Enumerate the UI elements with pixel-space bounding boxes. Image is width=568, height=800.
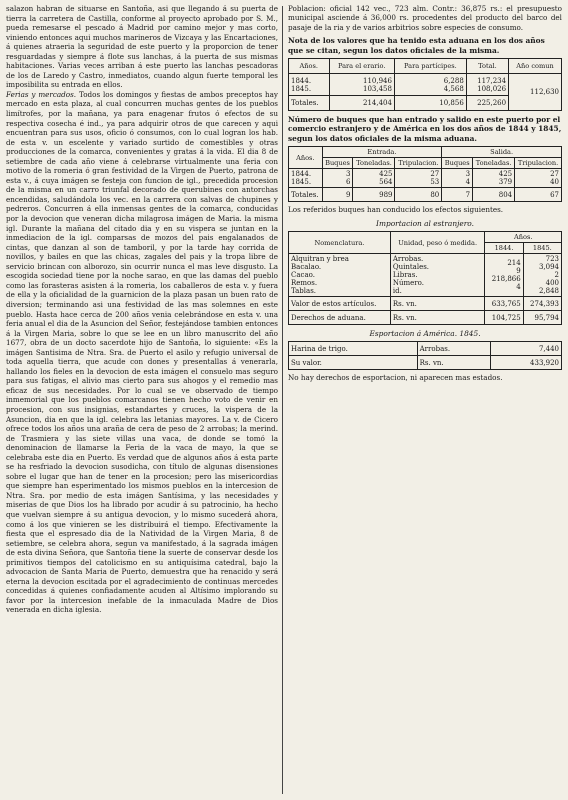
cell-salida-toneladas: 425 379 xyxy=(473,169,515,188)
table-header-row xyxy=(289,147,562,158)
cell-entrada-buques: 3 6 xyxy=(322,169,353,188)
table-row xyxy=(289,342,562,356)
intro-paragraph: salazon habran de situarse en Santoña, asi que llegando á su puerta de tierra la carretera de Castilla, conforme al proyecto aprobado por S. M., pueda remesarse el pescado á Madrid por camino mejor y mas corto, viniendo entonces aqui muchos marineros de Vizcaya y las Encartaciones, á quienes atraeria la seguridad de este puerto y la proporcion de tener resguardadas y siempre á flote sus lanchas, á la puerta de sus mismas habitaciones. Varias veces arriban á este puerto las lanchas pescadoras de los de Laredo y Castro, inmediatos, cuando algun fuerte temporal les imposibilita su entrada en ellos. xyxy=(6,4,278,90)
table-row xyxy=(289,74,562,96)
poblacion-header: Poblacion: oficial 142 vec., 723 alm. Contr.: 36,875 rs.: el presupuesto municipal asciende á 36,000 rs. procedentes del producto del barco del pasaje de la ria y de varios arbitrios sobre especies de consumo. xyxy=(288,4,562,32)
table-header-row xyxy=(289,59,562,74)
totals-salida-tripulacion: 67 xyxy=(515,188,562,202)
esportacion-title: Esportacion á América. 1845. xyxy=(369,329,481,339)
cell-entrada-toneladas: 425 564 xyxy=(353,169,395,188)
buques-caption: Número de buques que han entrado y salido en este puerto por el comercio estranjero y de América en los dos años de 1844 y 1845, segun los datos oficiales de la misma aduana. xyxy=(288,115,562,143)
cell-erario: 110,946 103,458 xyxy=(329,74,394,96)
totals-total: 225,260 xyxy=(466,96,508,111)
totals-label: Totales. xyxy=(289,188,323,202)
th-entrada-tripulacion: Tripulacion. xyxy=(395,158,442,169)
table-row xyxy=(289,254,562,297)
cell-participes: 6,288 4,568 xyxy=(394,74,466,96)
table-row xyxy=(289,169,562,188)
th-participes: Para partícipes. xyxy=(394,59,466,74)
column-divider xyxy=(282,6,283,794)
export-label: Harina de trigo. xyxy=(289,342,418,356)
left-column xyxy=(6,4,278,615)
th-erario: Para el erario. xyxy=(329,59,394,74)
totals-erario: 214,404 xyxy=(329,96,394,111)
esportacion-table xyxy=(288,341,562,370)
th-nomenclatura: Nomenclatura. xyxy=(289,232,391,254)
export-unit: Rs. vn. xyxy=(417,356,491,370)
th-salida-tripulacion: Tripulacion. xyxy=(515,158,562,169)
totals-entrada-toneladas: 989 xyxy=(353,188,395,202)
totals-salida-toneladas: 804 xyxy=(473,188,515,202)
derechos-label: Derechos de aduana. xyxy=(289,311,391,325)
export-value: 433,920 xyxy=(491,356,562,370)
ferias-section-title: Ferias y mercados. xyxy=(6,89,77,99)
th-1845: 1845. xyxy=(523,243,561,254)
derechos-row xyxy=(289,311,562,325)
th-anos: Años. xyxy=(289,59,330,74)
valor-label: Valor de estos artículos. xyxy=(289,297,391,311)
table-subheader-row xyxy=(289,158,562,169)
cell-salida-tripulacion: 27 40 xyxy=(515,169,562,188)
valor-row xyxy=(289,297,562,311)
derechos-1845: 95,794 xyxy=(523,311,561,325)
th-salida: Salida. xyxy=(442,147,562,158)
aduana-values-table xyxy=(288,58,562,111)
buques-table xyxy=(288,146,562,202)
th-anos: Años. xyxy=(289,147,323,169)
cell-salida-buques: 3 4 xyxy=(442,169,473,188)
cell-years: 1844. 1845. xyxy=(289,169,323,188)
cell-values-1845: 723 3,094 2 400 2,848 xyxy=(523,254,561,297)
th-unidad: Unidad, peso ó medida. xyxy=(390,232,485,254)
totals-participes: 10,856 xyxy=(394,96,466,111)
cell-units: Arrobas. Quintales. Libras. Número. id. xyxy=(390,254,485,297)
totals-label: Totales. xyxy=(289,96,330,111)
th-entrada-toneladas: Toneladas. xyxy=(353,158,395,169)
aduana-values-caption: Nota de los valores que ha tenido esta aduana en los dos años que se citan, segun los datos oficiales de la misma. xyxy=(288,36,545,55)
export-value: 7,440 xyxy=(491,342,562,356)
cell-entrada-tripulacion: 27 53 xyxy=(395,169,442,188)
th-entrada-buques: Buques xyxy=(322,158,353,169)
th-salida-buques: Buques xyxy=(442,158,473,169)
ferias-body: Todos los domingos y fiestas de ambos preceptos hay mercado en esta plaza, al cual concurren muchas gentes de los pueblos limítrofes, por la mañana, ya para enagenar frutos ó efectos de su respectiva cosecha é ind., ya para adquirir otros de que carecen y aqui encuentran para sus usos, oficio ó consumos, con lo cual logran los hab. de esta v. un escelente y variado surtido de comestibles y otras producciones de la comarca, convenientes y gratas á la vida. El dia 8 de setiembre de cada año viene á celebrarse virtualmente una feria con motivo de la romeria ó gran festividad de la Virgen de Puerto, patrona de esta v., á cuya imágen se festeja con funcion de igl., precedida procesion de la misma en un carro triunfal decorado de querubines con antorchas encendidas, saludándola los vec. en la carrera con salvas de chupines y pedreros. Concurren á ella inmensas gentes de la comarca, conducidas por la devocion que veneran dicha milagrosa imágen de Maria. la misma igl. Durante la mañana del citado dia y en su vispera se juntan en la inmediacion de la igl. comparsas de mozos del pais engalanados de cintas, que danzan al son de tamboril, y por la tarde hay corrida de novillos, y bailes en que las chicas, zagales del pais y la tropa libre de servicio brincan con alborozo, sin ocurrir nunca el mas leve disgusto. La escogida sociedad tiene por la noche sarao, en que las damas del pueblo como las forasteras asisten á la romeria, los caballeros de esta v. y fuera de ella y la oficialidad de la guarnicion de la plaza pasan un buen rato de diversion; terminando asi una festividad de las mas solemnes en este pueblo. Hasta hace cerca de 200 años venia celebrándose en esta v. una feria anual el dia de la Asuncion del Señor, festejándose tambien entonces á la Virgen Maria, sobre lo que se lee en un libro manuscrito del año 1677, obra de un docto sacerdote hijo de Santoña, lo siguiente: «Es la imágen Santisima de Ntra. Sra. de Puerto el asilo y refugio universal de toda aquella tierra, que acude con dones y presentallas á venerarla, hallando los fieles en la devocion de esta imágen el consuelo mas seguro para sus fatigas, el alivio mas cierto para sus ahogos y el remedio mas eficaz de sus necesidades. Por lo cual se ve observado de tiempo inmemorial que los pueblos comarcanos tienen hecho voto de venir en procesion, con sus insignias, estandartes y cruces, la vispera de la Asuncion, dia en que la igl. celebra las letanias mayores. La v. de Cicero ofrece todos los años una araña de cera de peso de 2 arrobas; la merind. de Trasmiera y las siete villas una vaca, de donde se tomó la denominacion de llamarse la Feria de la vaca de mayo, la que se celebraba este dia en Puerto. Es verdad que de algunos años á esta parte se ha resfriado la devocion susodicha, con título de algunas disensiones sobre el lugar que han de tener en la procesion; pero las misericordias que siempre han esperimentado los mismos pueblos en la intercesion de Ntra. Sra. por medio de esta imágen Santísima, y las necesidades y miserias de que Dios los ha librado por acudir á su patrocinio, ha hecho que vuelvan siempre á su antigua devocion, y lo mismo sucederá ahora, como á los que vinieren se les distribuirá el tiempo. Efectivamente la fiesta que el espresado dia de la Natividad de la Virgen Maria, 8 de setiembre, se celebra ahora, segun va manifestado, á la sagrada imágen de esta divina Señora, que Santoña tiene la suerte de conservar desde los primitivos tiempos del catolicismo en su antiquísima catedral, bajo la advocacion de Santa Maria de Puerto, demuestra que ha renacido y será eterna la devocion escitada por el agradecimiento de continuas mercedes concedidas á quienes confiadamente acuden al Altísimo implorando su favor por la intercesion inefable de la inmaculada Madre de Dios venerada en dicha iglesia. xyxy=(6,89,278,615)
table-header-row xyxy=(289,232,562,243)
th-1844: 1844. xyxy=(485,243,523,254)
valor-1844: 633,765 xyxy=(485,297,523,311)
ferias-paragraph xyxy=(6,90,278,615)
cell-comun: 112,630 xyxy=(509,74,562,111)
valor-1845: 274,393 xyxy=(523,297,561,311)
export-label: Su valor. xyxy=(289,356,418,370)
th-total: Total. xyxy=(466,59,508,74)
th-entrada: Entrada. xyxy=(322,147,442,158)
footer-note: No hay derechos de esportacion, ni aparecen mas estados. xyxy=(288,373,503,383)
totals-entrada-tripulacion: 80 xyxy=(395,188,442,202)
cell-values-1844: 214 9 218,866 4 xyxy=(485,254,523,297)
right-column xyxy=(288,4,562,386)
cell-total: 117,234 108,026 xyxy=(466,74,508,96)
totals-entrada-buques: 9 xyxy=(322,188,353,202)
table-row xyxy=(289,356,562,370)
importacion-table xyxy=(288,231,562,325)
efectos-note: Los referidos buques han conducido los efectos siguientes. xyxy=(288,205,504,215)
valor-unit: Rs. vn. xyxy=(390,297,485,311)
totals-row xyxy=(289,188,562,202)
th-comun: Año comun xyxy=(509,59,562,74)
cell-years: 1844. 1845. xyxy=(289,74,330,96)
derechos-unit: Rs. vn. xyxy=(390,311,485,325)
th-anos: Años. xyxy=(485,232,562,243)
cell-items: Alquitran y brea Bacalao. Cacao. Remos. Tablas. xyxy=(289,254,391,297)
totals-salida-buques: 7 xyxy=(442,188,473,202)
importacion-title: Importacion al estranjero. xyxy=(376,218,474,228)
th-salida-toneladas: Toneladas. xyxy=(473,158,515,169)
derechos-1844: 104,725 xyxy=(485,311,523,325)
export-unit: Arrobas. xyxy=(417,342,491,356)
